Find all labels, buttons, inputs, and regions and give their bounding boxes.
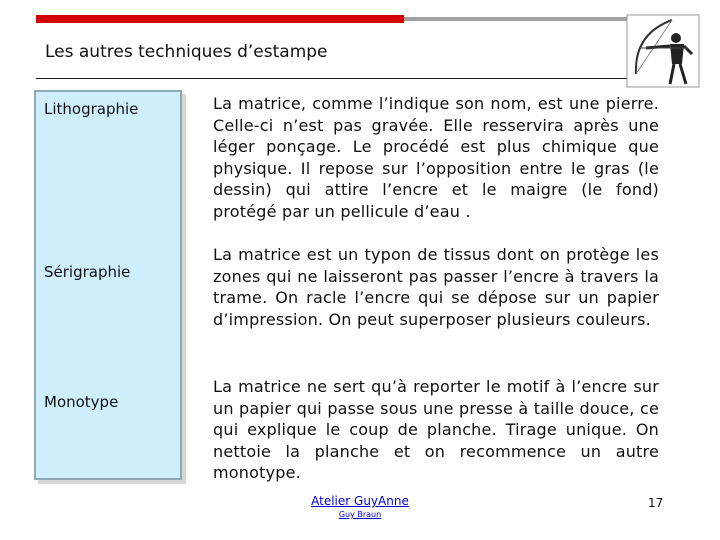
page-number: 17	[648, 496, 664, 510]
technique-panel	[34, 90, 182, 480]
slide-title: Les autres techniques d’estampe	[45, 42, 328, 62]
technique-label-serigraphie: Sérigraphie	[44, 263, 131, 281]
title-accent-bar-gray	[404, 17, 629, 21]
atelier-link[interactable]: Atelier GuyAnne	[311, 494, 409, 508]
technique-description-monotype: La matrice ne sert qu’à reporter le motif à l’encre sur un papier qui passe sous une presse à taille douce, ce qui explique le coup de planche. Tirage unique. On nettoie la planche et on recommence un autre monotype.	[213, 377, 659, 483]
technique-description-serigraphie: La matrice est un typon de tissus dont on protège les zones qui ne laisseront pas passer l’encre à travers la trame. On racle l’encre qui se dépose sur un papier d’impression. On peut superposer plusieurs couleurs.	[213, 245, 659, 329]
author-link[interactable]: Guy Braun	[338, 510, 382, 519]
technique-label-monotype: Monotype	[44, 393, 119, 411]
title-divider	[36, 78, 632, 79]
technique-description-lithographie: La matrice, comme l’indique son nom, est une pierre. Celle-ci n’est pas gravée. Elle resservira après une léger ponçage. Le procédé est plus chimique que physique. Il repose sur l’opposition entre le gras (le dessin) qui attire l’encre et le maigre (le fond) protégé par un pellicule d’eau .	[213, 94, 659, 221]
footer-credit	[290, 494, 430, 519]
title-accent-bar	[36, 15, 404, 23]
archer-icon	[626, 14, 700, 88]
technique-label-lithographie: Lithographie	[44, 100, 139, 118]
